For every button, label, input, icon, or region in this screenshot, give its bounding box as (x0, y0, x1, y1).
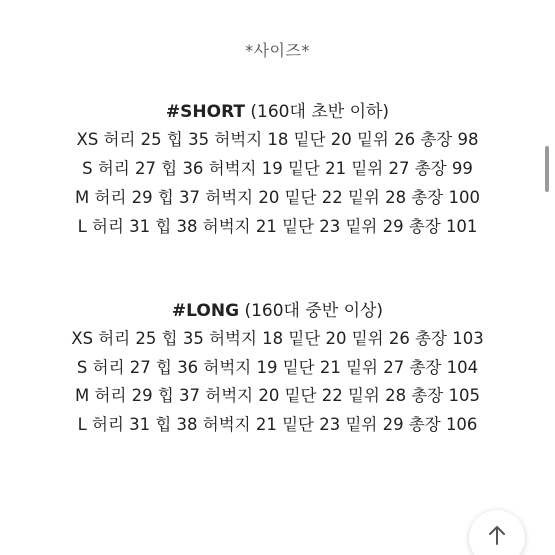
short-tag: #SHORT (165, 102, 246, 122)
long-row-xs: XS 허리 25 힙 35 허벅지 18 밑단 20 밑위 26 총장 103 (71, 329, 484, 348)
long-row-s: S 허리 27 힙 36 허벅지 19 밑단 21 밑위 27 총장 104 (76, 358, 479, 377)
short-section-title (0, 97, 555, 122)
short-row-m: M 허리 29 힙 37 허벅지 20 밑단 22 밑위 28 총장 100 (75, 188, 480, 207)
short-row-s: S 허리 27 힙 36 허벅지 19 밑단 21 밑위 27 총장 99 (82, 159, 473, 178)
arrow-up-icon (487, 524, 507, 546)
long-note: (160대 중반 이상) (244, 301, 384, 321)
short-note: (160대 초반 이하) (250, 102, 390, 122)
short-row-xs: XS 허리 25 힙 35 허벅지 18 밑단 20 밑위 26 총장 98 (76, 130, 479, 149)
long-section-title (0, 296, 555, 321)
scrollbar-thumb[interactable] (545, 146, 549, 192)
scroll-to-top-button[interactable] (469, 510, 525, 555)
size-heading: *사이즈* (245, 41, 310, 60)
long-row-l: L 허리 31 힙 38 허벅지 21 밑단 23 밑위 29 총장 106 (77, 415, 478, 434)
long-row-m: M 허리 29 힙 37 허벅지 20 밑단 22 밑위 28 총장 105 (75, 386, 480, 405)
short-row-l: L 허리 31 힙 38 허벅지 21 밑단 23 밑위 29 총장 101 (77, 217, 478, 236)
long-tag: #LONG (171, 301, 240, 321)
